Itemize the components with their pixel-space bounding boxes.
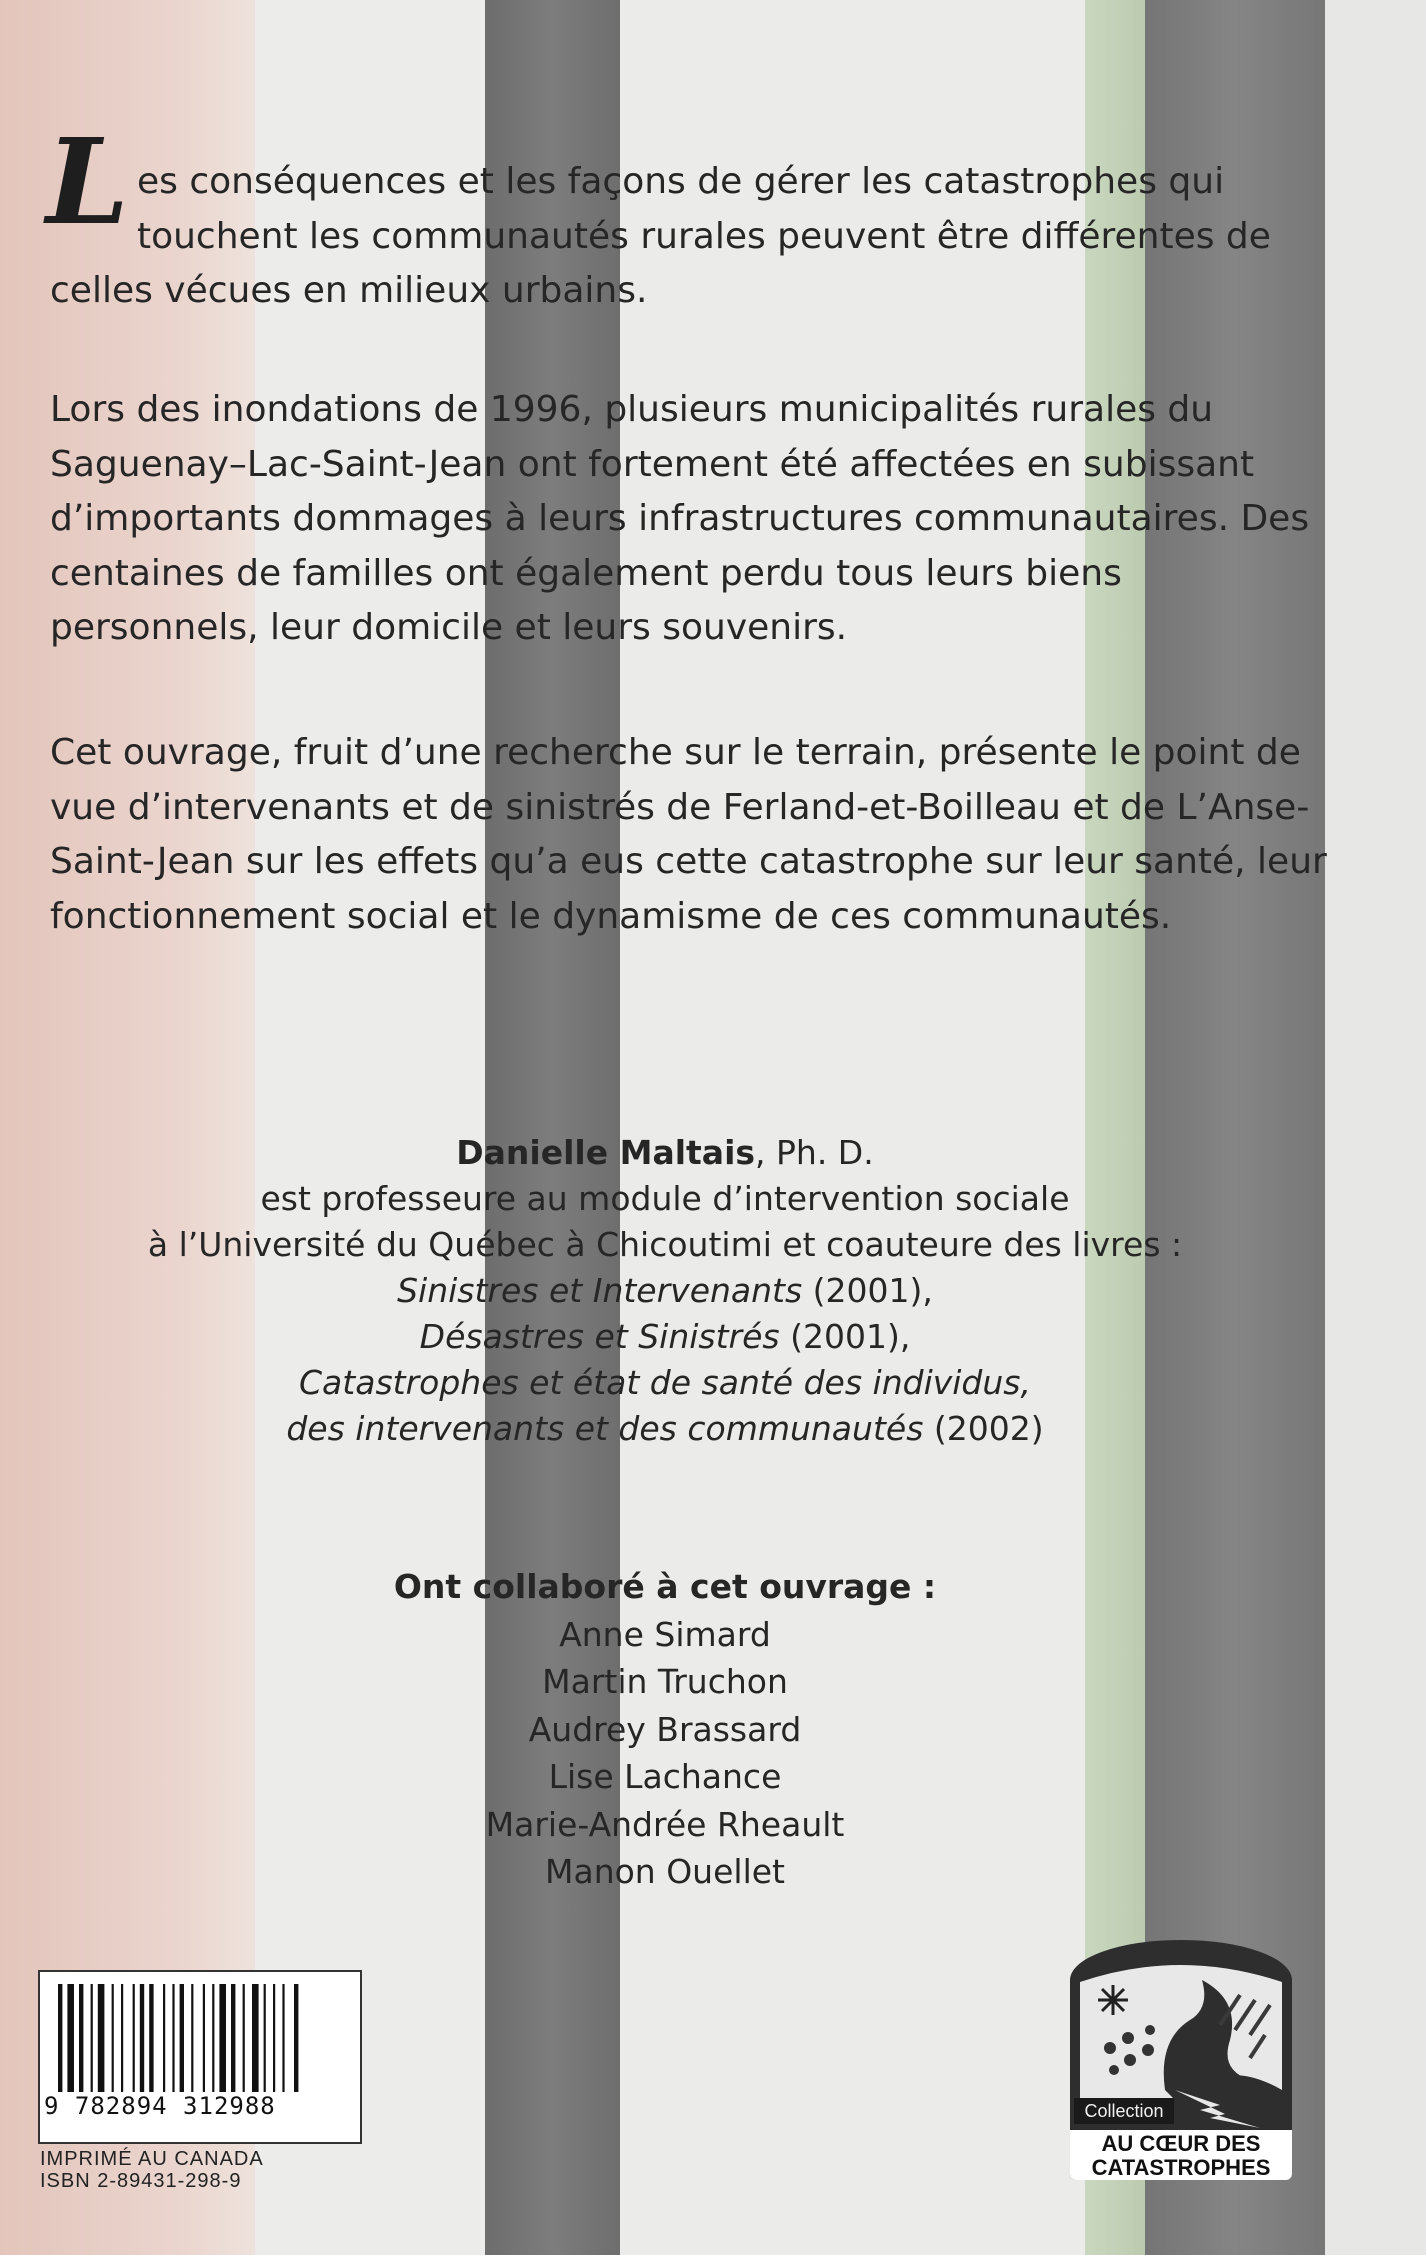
book-entry bbox=[0, 1406, 1330, 1452]
author-name: Danielle Maltais bbox=[456, 1133, 756, 1172]
intro-paragraph-1-text: es conséquences et les façons de gérer les catastrophes qui touchent les communautés rurales peuvent être différentes de celles vécues en milieux urbains. bbox=[50, 161, 1271, 311]
collaborator-name: Martin Truchon bbox=[542, 1662, 788, 1701]
collection-title-line-2: CATASTROPHES bbox=[1091, 2155, 1271, 2180]
imprint-info bbox=[40, 2148, 360, 2192]
collection-label: Collection bbox=[1074, 2098, 1174, 2124]
printed-in: IMPRIMÉ AU CANADA bbox=[40, 2148, 264, 2170]
collaborator-name: Marie-Andrée Rheault bbox=[485, 1804, 845, 1844]
book-title: Sinistres et Intervenants bbox=[397, 1271, 803, 1310]
book-title: des intervenants et des communautés bbox=[286, 1409, 924, 1448]
snowflake-icon bbox=[1098, 1985, 1128, 2015]
collaborator-name: Audrey Brassard bbox=[528, 1709, 802, 1749]
book-entry bbox=[0, 1314, 1330, 1360]
book-entry bbox=[0, 1268, 1330, 1314]
intro-paragraph-2: Lors des inondations de 1996, plusieurs municipalités rurales du Saguenay–Lac-Saint-Jean ont fortement été affectées en subissant d’importants dommages à leurs infrastructures communautaires. Des centaines de familles ont également perdu tous leurs biens personnels, leur domicile et leurs souvenirs. bbox=[50, 389, 1310, 648]
collection-title bbox=[1070, 2130, 1292, 2180]
collaborators bbox=[0, 1563, 1330, 1896]
collaborator-name: Anne Simard bbox=[559, 1614, 771, 1654]
collaborators-heading: Ont collaboré à cet ouvrage : bbox=[393, 1567, 937, 1606]
collection-title-line-1: AU CŒUR DES bbox=[1101, 2131, 1261, 2156]
author-degree: , Ph. D. bbox=[755, 1133, 874, 1172]
isbn-barcode bbox=[38, 1970, 362, 2144]
collection-logo bbox=[1070, 1940, 1292, 2180]
book-year: (2002) bbox=[923, 1409, 1044, 1448]
author-bio bbox=[0, 1130, 1330, 1452]
isbn-number: ISBN 2-89431-298-9 bbox=[40, 2170, 242, 2192]
intro-paragraph-3: Cet ouvrage, fruit d’une recherche sur le terrain, présente le point de vue d’intervenants et de sinistrés de Ferland-et-Boilleau et de L’Anse-Saint-Jean sur les effets qu’a eus cette catastrophe sur leur santé, leur fonctionnement social et le dynamisme de ces communautés. bbox=[50, 732, 1327, 937]
collaborator-name: Lise Lachance bbox=[548, 1757, 782, 1796]
author-bio-line-2: à l’Université du Québec à Chicoutimi et coauteure des livres : bbox=[147, 1225, 1183, 1264]
book-title: Désastres et Sinistrés bbox=[419, 1317, 780, 1356]
barcode-digits: 9 782894 312988 bbox=[44, 2092, 276, 2120]
intro-paragraph-1 bbox=[46, 112, 1340, 319]
author-bio-line-1: est professeure au module d’intervention sociale bbox=[260, 1179, 1070, 1218]
book-entry bbox=[0, 1360, 1330, 1406]
book-year: (2001), bbox=[802, 1271, 933, 1310]
author-name-line bbox=[0, 1130, 1330, 1176]
drop-cap: L bbox=[46, 112, 129, 251]
book-year: (2001), bbox=[779, 1317, 911, 1356]
book-title: Catastrophes et état de santé des individus, bbox=[299, 1363, 1031, 1402]
barcode-bars-icon bbox=[58, 1984, 358, 2094]
collaborator-name: Manon Ouellet bbox=[545, 1852, 785, 1891]
